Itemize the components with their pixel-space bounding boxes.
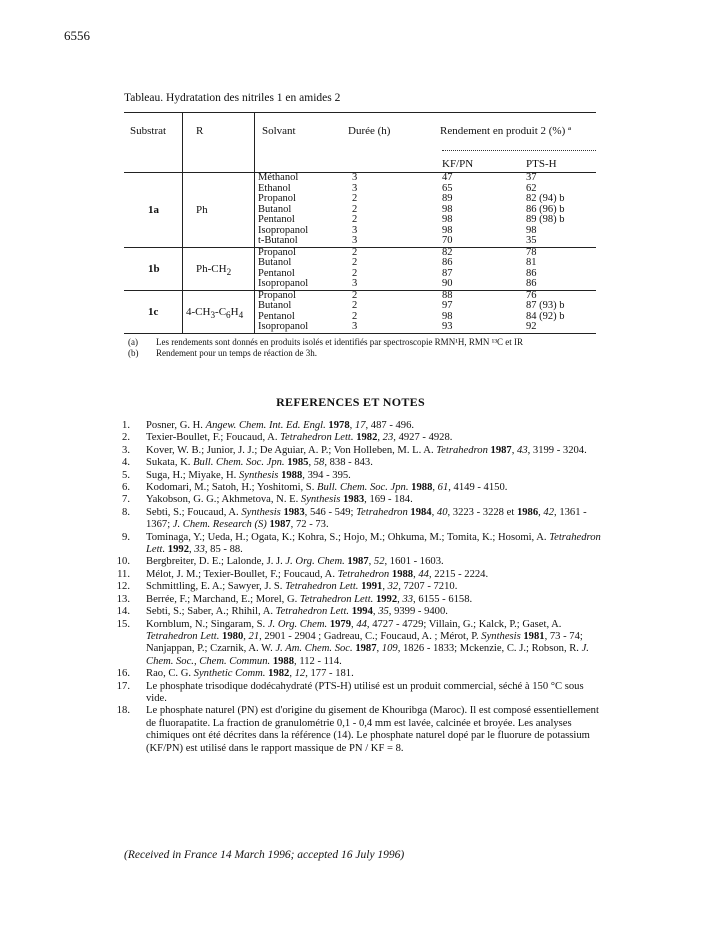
reference-item <box>112 507 602 532</box>
cell-kfpn: 98 <box>442 203 453 215</box>
reference-text: Rao, C. G. Synthetic Comm. 1982, 12, 177 - 181. <box>146 668 354 680</box>
results-table <box>124 112 596 334</box>
received-note: (Received in France 14 March 1996; accepted 16 July 1996) <box>124 849 405 861</box>
column-divider <box>182 112 183 334</box>
reference-text: Yakobson, G. G.; Akhmetova, N. E. Synthesis 1983, 169 - 184. <box>146 494 413 506</box>
cell-r: Ph <box>196 203 208 216</box>
cell-ptsh: 35 <box>526 235 537 246</box>
cell-duree: 2 <box>352 310 358 322</box>
header-r: R <box>196 125 204 137</box>
cell-solvant: Isopropanol <box>258 224 309 236</box>
reference-number: 5. <box>122 469 130 481</box>
table-row <box>124 322 596 333</box>
cell-ptsh: 82 (94) b <box>526 193 565 204</box>
cell-ptsh: 89 (98) b <box>526 214 565 225</box>
cell-solvant: Isopropanol <box>258 321 309 332</box>
cell-solvant: Isopropanol <box>258 278 309 289</box>
reference-number: 3. <box>122 444 130 456</box>
reference-number: 6. <box>122 482 130 494</box>
reference-number: 9. <box>122 531 130 543</box>
reference-item <box>112 668 602 680</box>
reference-item <box>112 681 602 706</box>
cell-solvant: Propanol <box>258 289 296 301</box>
reference-number: 7. <box>122 494 130 506</box>
cell-kfpn: 98 <box>442 214 453 225</box>
cell-kfpn: 97 <box>442 300 453 311</box>
cell-duree: 3 <box>352 235 358 246</box>
cell-solvant: Méthanol <box>258 172 299 183</box>
cell-kfpn: 98 <box>442 224 453 236</box>
reference-text: Sebti, S.; Saber, A.; Rhihil, A. Tetrahedron Lett. 1994, 35, 9399 - 9400. <box>146 606 448 618</box>
cell-ptsh: 86 <box>526 278 537 289</box>
cell-duree: 2 <box>352 246 358 258</box>
reference-item <box>112 556 602 568</box>
cell-ptsh: 62 <box>526 182 537 194</box>
reference-number: 10. <box>116 556 130 568</box>
reference-text: Kodomari, M.; Satoh, H.; Yoshitomi, S. Bull. Chem. Soc. Jpn. 1988, 61, 4149 - 4150. <box>146 482 508 494</box>
footnote-key: (a) <box>128 337 138 347</box>
header-solvant: Solvant <box>262 125 296 137</box>
table-row <box>124 215 596 226</box>
reference-item <box>112 457 602 469</box>
reference-number: 17. <box>116 680 130 692</box>
cell-ptsh: 84 (92) b <box>526 310 565 322</box>
reference-item <box>112 705 602 755</box>
table-caption: Tableau. Hydratation des nitriles 1 en amides 2 <box>124 92 341 104</box>
reference-item <box>112 420 602 432</box>
table-group <box>124 173 596 248</box>
cell-kfpn: 70 <box>442 235 453 246</box>
cell-solvant: Butanol <box>258 300 292 311</box>
reference-text: Schmittling, E. A.; Sawyer, J. S. Tetrahedron Lett. 1991, 32, 7207 - 7210. <box>146 581 458 593</box>
references-title: REFERENCES ET NOTES <box>276 395 425 409</box>
reference-text: Sebti, S.; Foucaud, A. Synthesis 1983, 546 - 549; Tetrahedron 1984, 40, 3223 - 3228 et 1986, 42, 1361 - 1367; J. Chem. Research (S) 1987, 72 - 73. <box>146 506 587 531</box>
reference-number: 1. <box>122 420 130 431</box>
table-row <box>124 258 596 269</box>
table-row <box>124 173 596 184</box>
cell-ptsh: 76 <box>526 289 537 301</box>
reference-item <box>112 606 602 618</box>
cell-duree: 2 <box>352 193 358 204</box>
table-row <box>124 194 596 205</box>
reference-item <box>112 532 602 557</box>
header-ptsh: PTS-H <box>526 158 557 170</box>
reference-text: Bergbreiter, D. E.; Lalonde, J. J. J. Org. Chem. 1987, 52, 1601 - 1603. <box>146 556 444 568</box>
reference-text: Texier-Boullet, F.; Foucaud, A. Tetrahedron Lett. 1982, 23, 4927 - 4928. <box>146 432 453 444</box>
reference-text: Tominaga, Y.; Ueda, H.; Ogata, K.; Kohra, S.; Hojo, M.; Ohkuma, M.; Tomita, K.; Hosomi, A. Tetrahedron Lett. 1992, 33, 85 - 88. <box>146 531 601 556</box>
footnote-text: Les rendements sont donnés en produits isolés et identifiés par spectroscopie RMN¹H, RMN ¹³C et IR <box>156 337 524 347</box>
reference-number: 2. <box>122 432 130 444</box>
reference-number: 13. <box>116 593 130 605</box>
cell-duree: 3 <box>352 172 358 183</box>
cell-duree: 3 <box>352 278 358 289</box>
reference-item <box>112 581 602 593</box>
cell-kfpn: 47 <box>442 172 453 183</box>
cell-duree: 3 <box>352 224 358 236</box>
reference-number: 14. <box>116 606 130 618</box>
cell-solvant: t-Butanol <box>258 235 298 246</box>
footnote-key: (b) <box>128 348 139 358</box>
table-header <box>124 113 596 158</box>
reference-text: Berrée, F.; Marchand, E.; Morel, G. Tetrahedron Lett. 1992, 33, 6155 - 6158. <box>146 593 473 605</box>
cell-duree: 2 <box>352 203 358 215</box>
table-row <box>124 279 596 290</box>
reference-number: 12. <box>116 581 130 593</box>
table-group <box>124 291 596 334</box>
reference-text: Posner, G. H. Angew. Chem. Int. Ed. Engl. 1978, 17, 487 - 496. <box>146 420 415 431</box>
cell-ptsh: 92 <box>526 321 537 332</box>
header-duree: Durée (h) <box>348 125 391 137</box>
cell-ptsh: 78 <box>526 246 537 258</box>
header-kfpn: KF/PN <box>442 158 474 170</box>
header-substrat: Substrat <box>130 125 167 137</box>
reference-item <box>112 594 602 606</box>
reference-number: 15. <box>116 618 130 630</box>
cell-kfpn: 65 <box>442 182 453 194</box>
cell-substrat: 1b <box>148 262 160 275</box>
reference-text: Mélot, J. M.; Texier-Boullet, F.; Foucaud, A. Tetrahedron 1988, 44, 2215 - 2224. <box>146 568 489 580</box>
cell-r: $4-CH_3-C_6H_4$ <box>186 305 244 320</box>
cell-solvant: Ethanol <box>258 182 291 194</box>
cell-solvant: Pentanol <box>258 214 295 225</box>
page-number: 6556 <box>64 28 90 43</box>
header-dotted-rule <box>442 150 596 151</box>
reference-item <box>112 470 602 482</box>
table-group <box>124 248 596 291</box>
reference-number: 11. <box>117 568 130 580</box>
table-row <box>124 236 596 247</box>
table-subheader <box>124 158 596 173</box>
cell-ptsh: 87 (93) b <box>526 300 565 311</box>
cell-solvant: Pentanol <box>258 310 295 322</box>
cell-duree: 3 <box>352 321 358 332</box>
reference-text: Suga, H.; Miyake, H. Synthesis 1988, 394 - 395. <box>146 469 351 481</box>
cell-duree: 2 <box>352 289 358 301</box>
reference-text: Le phosphate trisodique dodécahydraté (PTS-H) utilisé est un produit commercial, séché à 150 °C sous vide. <box>146 680 584 704</box>
table-body <box>124 173 596 334</box>
reference-item <box>112 494 602 506</box>
reference-item <box>112 482 602 494</box>
reference-number: 18. <box>116 705 130 717</box>
cell-kfpn: 93 <box>442 321 453 332</box>
cell-ptsh: 81 <box>526 257 537 268</box>
cell-substrat: 1a <box>148 203 159 216</box>
cell-kfpn: 82 <box>442 246 453 258</box>
cell-kfpn: 98 <box>442 310 453 322</box>
cell-solvant: Butanol <box>258 203 292 215</box>
cell-solvant: Propanol <box>258 246 296 258</box>
cell-kfpn: 90 <box>442 278 453 289</box>
references-list <box>112 420 602 755</box>
reference-item <box>112 619 602 669</box>
reference-number: 8. <box>122 506 130 518</box>
cell-solvant: Butanol <box>258 257 292 268</box>
cell-kfpn: 86 <box>442 257 453 268</box>
reference-number: 4. <box>122 457 130 469</box>
cell-solvant: Pentanol <box>258 267 295 279</box>
footnote-text: Rendement pour un temps de réaction de 3h. <box>156 348 317 358</box>
cell-kfpn: 88 <box>442 289 453 301</box>
header-rendement: Rendement en produit 2 (%) ª <box>440 125 572 137</box>
cell-duree: 2 <box>352 257 358 268</box>
cell-r: $Ph-CH_2$ <box>196 262 232 277</box>
cell-kfpn: 89 <box>442 193 453 204</box>
cell-ptsh: 86 (96) b <box>526 203 565 215</box>
cell-duree: 3 <box>352 182 358 194</box>
cell-duree: 2 <box>352 300 358 311</box>
column-divider <box>254 112 255 334</box>
cell-ptsh: 86 <box>526 267 537 279</box>
cell-duree: 2 <box>352 214 358 225</box>
reference-item <box>112 445 602 457</box>
reference-number: 16. <box>116 668 130 680</box>
cell-ptsh: 98 <box>526 224 537 236</box>
reference-text: Le phosphate naturel (PN) est d'origine du gisement de Khouribga (Maroc). Il est composé essentiellement de fluorapatite. La fraction de granulométrie 0,1 - 0,4 mm est lavée, calcinée et broyée. Les analyses chimiques ont été décrites dans la référence (14). Le phosphate naturel dopé par le fluorure de potassium (KF/PN) est utilisé dans le rapport massique de PN / KF = 8. <box>146 705 599 754</box>
cell-duree: 2 <box>352 267 358 279</box>
reference-item <box>112 569 602 581</box>
cell-substrat: 1c <box>148 305 159 318</box>
cell-kfpn: 87 <box>442 267 453 279</box>
reference-text: Sukata, K. Bull. Chem. Soc. Jpn. 1985, 58, 838 - 843. <box>146 457 373 469</box>
reference-text: Kover, W. B.; Junior, J. J.; De Aguiar, A. P.; Von Holleben, M. L. A. Tetrahedron 1987, 43, 3199 - 3204. <box>146 444 587 456</box>
reference-text: Kornblum, N.; Singaram, S. J. Org. Chem. 1979, 44, 4727 - 4729; Villain, G.; Kalck, P.; Gaset, A. Tetrahedron Lett. 1980, 21, 2901 - 2904 ; Gadreau, C.; Foucaud, A. ; Mérot, P. Synthesis 1981, 73 - 74; Nanjappan, P.; Czarnik, A. W. J. Am. Chem. Soc. 1987, 109, 1826 - 1833; Mckenzie, C. J.; Robson, R. J. Chem. Soc., Chem. Commun. 1988, 112 - 114. <box>146 618 589 667</box>
cell-ptsh: 37 <box>526 172 537 183</box>
reference-item <box>112 432 602 444</box>
cell-solvant: Propanol <box>258 193 296 204</box>
